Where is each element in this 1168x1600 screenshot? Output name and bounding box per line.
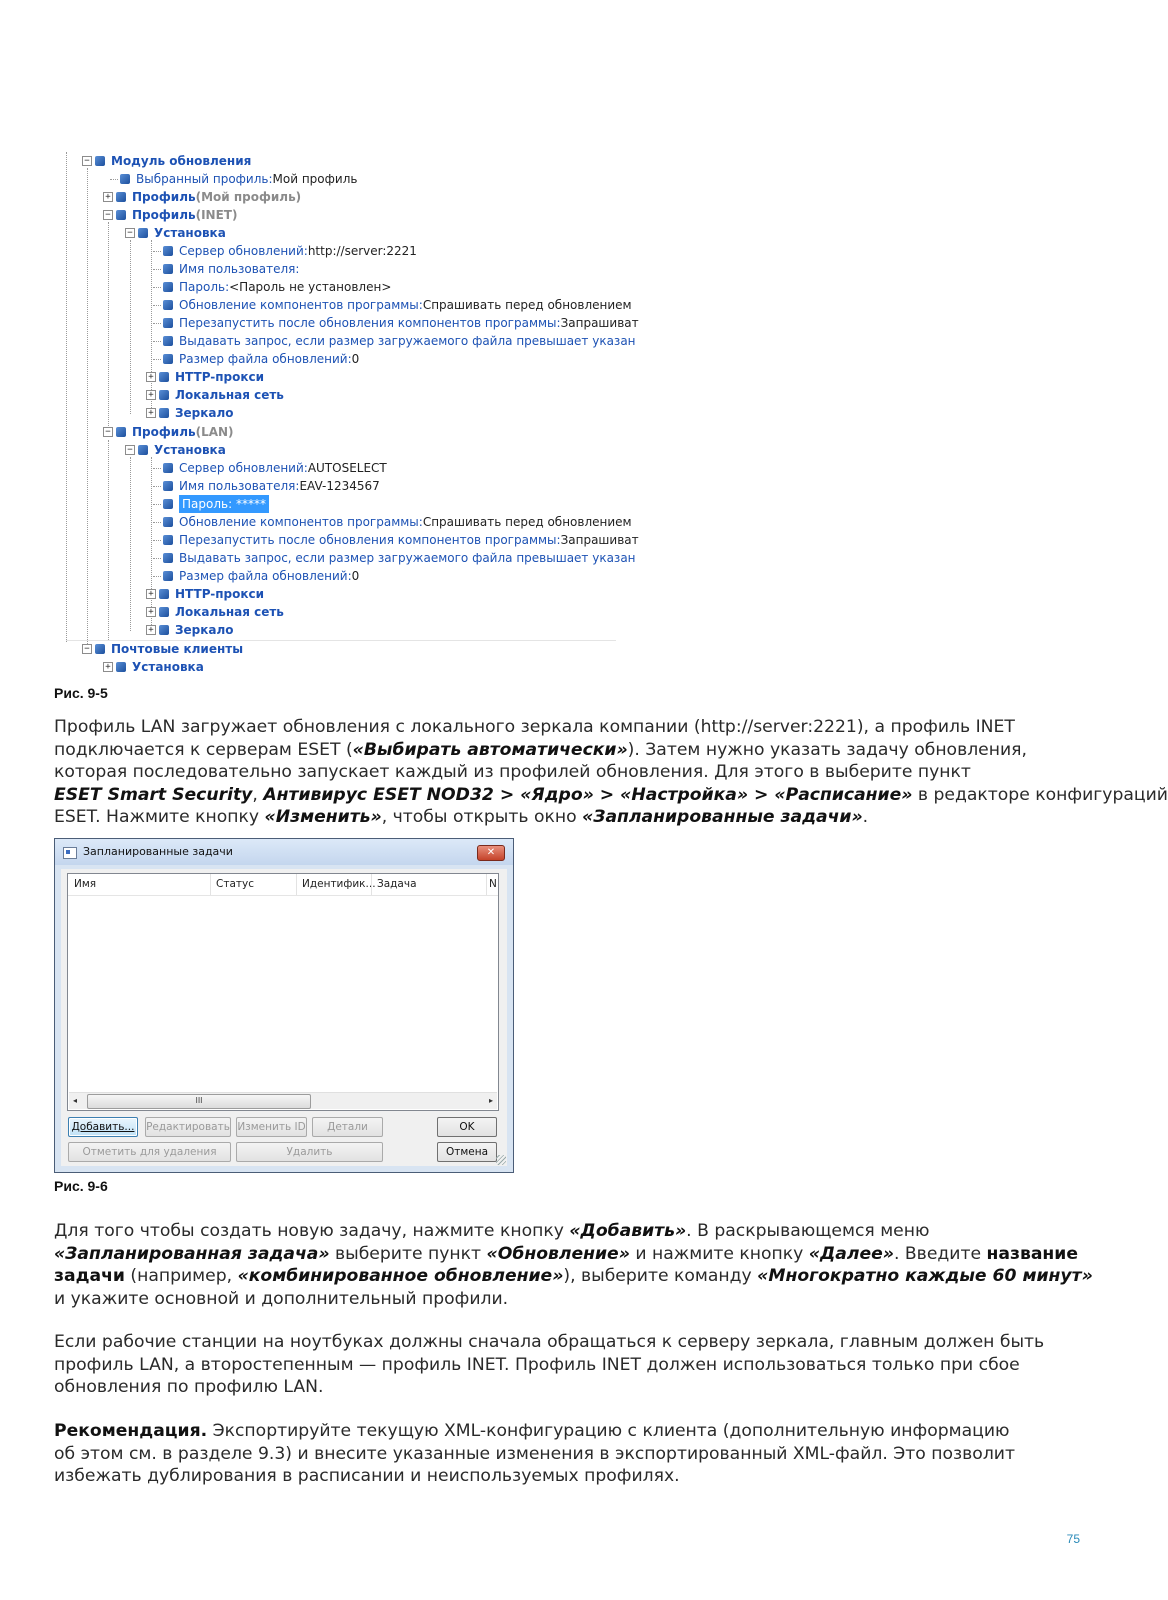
cancel-button[interactable]: Отмена bbox=[437, 1142, 497, 1162]
details-button[interactable]: Детали bbox=[312, 1117, 383, 1137]
tree-guide-line bbox=[66, 152, 67, 642]
tree-item-inet-username[interactable]: Имя пользователя: bbox=[153, 260, 299, 278]
tree-node-inet-setup[interactable]: − Установка bbox=[125, 224, 226, 242]
expand-icon[interactable]: + bbox=[103, 192, 113, 202]
tree-node-lan-setup[interactable]: − Установка bbox=[125, 441, 226, 459]
tree-node-profile-my[interactable]: + Профиль (Мой профиль) bbox=[103, 188, 301, 206]
column-header-truncated[interactable]: N bbox=[489, 878, 497, 890]
setting-node-icon bbox=[163, 354, 173, 364]
setting-node-icon bbox=[159, 589, 169, 599]
figure-caption: Рис. 9-5 bbox=[54, 685, 108, 701]
tree-node-profile-lan[interactable]: − Профиль (LAN) bbox=[103, 423, 234, 441]
tree-item-inet-restart[interactable]: Перезапустить после обновления компонентов программы: Запрашиват bbox=[153, 314, 639, 332]
setting-node-icon bbox=[116, 192, 126, 202]
tree-node-label: Модуль обновления bbox=[111, 154, 252, 168]
tasks-list[interactable] bbox=[67, 873, 499, 1111]
setting-node-icon bbox=[163, 481, 173, 491]
setting-node-icon bbox=[116, 662, 126, 672]
scroll-left-icon[interactable]: ◂ bbox=[73, 1096, 78, 1105]
scheduled-tasks-dialog bbox=[54, 838, 514, 1173]
tree-node-profile-inet[interactable]: − Профиль (INET) bbox=[103, 206, 237, 224]
tree-item-inet-size-prompt[interactable]: Выдавать запрос, если размер загружаемого файла превышает указан bbox=[153, 332, 636, 350]
expand-icon[interactable]: + bbox=[146, 607, 156, 617]
tree-node-selected-profile[interactable]: Выбранный профиль: Мой профиль bbox=[110, 170, 357, 188]
tree-item-lan-username[interactable]: Имя пользователя: EAV-1234567 bbox=[153, 477, 380, 495]
expand-icon[interactable]: + bbox=[146, 372, 156, 382]
tree-guide-line bbox=[87, 168, 88, 650]
tree-node-lan-local-network[interactable]: + Локальная сеть bbox=[146, 603, 284, 621]
recommendation-paragraph: Рекомендация. Экспортируйте текущую XML-конфигурацию с клиента (дополнительную информацию об этом см. в разделе 9.3) и внесите указанные изменения в экспортированный XML-файл. Это позволит избежать дублирования в расписании и неиспользуемых профилях. bbox=[54, 1421, 1015, 1486]
setting-node-icon bbox=[159, 625, 169, 635]
setting-node-icon bbox=[163, 336, 173, 346]
expand-icon[interactable]: + bbox=[146, 589, 156, 599]
scroll-right-icon[interactable]: ▸ bbox=[488, 1096, 493, 1105]
collapse-icon[interactable]: − bbox=[125, 445, 135, 455]
resize-grip-icon[interactable] bbox=[496, 1155, 506, 1165]
paragraph: Профиль LAN загружает обновления с локального зеркала компании (http://server:2221), а профиль INET подключается к серверам ESET («Выбирать автоматически»). Затем нужно указать задачу обновления, которая последовательно запускает каждый из профилей обновления. Для этого в выберите пункт ESET Smart Security, Антивирус ESET NOD32 > «Ядро» > «Настройка» > «Расписание» в редакторе конфигураций ESET. Нажмите кнопку «Изменить», чтобы открыть окно «Запланированные задачи». bbox=[54, 717, 1168, 827]
setting-node-icon bbox=[163, 246, 173, 256]
figure-caption: Рис. 9-6 bbox=[54, 1178, 108, 1194]
tree-node-update-module[interactable] bbox=[82, 152, 251, 170]
tree-guide-line bbox=[130, 240, 131, 414]
ok-button[interactable]: OK bbox=[437, 1117, 497, 1137]
collapse-icon[interactable]: − bbox=[103, 427, 113, 437]
paragraph: Если рабочие станции на ноутбуках должны сначала обращаться к серверу зеркала, главным должен быть профиль LAN, а второстепенным — профиль INET. Профиль INET должен использоваться только при сбое обновления по профилю LAN. bbox=[54, 1332, 1045, 1397]
collapse-icon[interactable]: − bbox=[103, 210, 113, 220]
tree-guide-line bbox=[108, 440, 109, 640]
tree-node-lan-http-proxy[interactable]: + HTTP-прокси bbox=[146, 585, 264, 603]
close-button[interactable]: ✕ bbox=[477, 845, 505, 861]
page-number: 75 bbox=[1066, 1532, 1080, 1546]
tree-item-lan-size-prompt[interactable]: Выдавать запрос, если размер загружаемого файла превышает указан bbox=[153, 549, 636, 567]
setting-node-icon bbox=[163, 463, 173, 473]
tree-guide-line bbox=[108, 222, 109, 434]
expand-icon[interactable]: + bbox=[146, 390, 156, 400]
setting-node-icon bbox=[138, 228, 148, 238]
tree-node-inet-mirror[interactable]: + Зеркало bbox=[146, 404, 234, 422]
setting-node-icon bbox=[163, 499, 173, 509]
horizontal-scrollbar[interactable] bbox=[69, 1092, 497, 1109]
tree-item-lan-update-server[interactable]: Сервер обновлений: AUTOSELECT bbox=[153, 459, 387, 477]
tree-node-lan-mirror[interactable]: + Зеркало bbox=[146, 621, 234, 639]
add-button[interactable]: Добавить... bbox=[68, 1117, 138, 1137]
setting-node-icon bbox=[163, 553, 173, 563]
setting-node-icon bbox=[138, 445, 148, 455]
column-header-status[interactable]: Статус bbox=[216, 878, 254, 890]
setting-node-icon bbox=[163, 571, 173, 581]
tree-item-lan-restart[interactable]: Перезапустить после обновления компонентов программы: Запрашиват bbox=[153, 531, 639, 549]
tree-node-mail-clients[interactable]: − Почтовые клиенты bbox=[82, 640, 243, 658]
setting-node-icon bbox=[163, 282, 173, 292]
expand-icon[interactable]: + bbox=[146, 625, 156, 635]
column-header-task[interactable]: Задача bbox=[377, 878, 417, 890]
tree-item-inet-password[interactable]: Пароль: <Пароль не установлен> bbox=[153, 278, 391, 296]
setting-node-icon bbox=[159, 372, 169, 382]
setting-node-icon bbox=[95, 644, 105, 654]
dialog-title: Запланированные задачи bbox=[83, 845, 233, 858]
expand-icon[interactable]: + bbox=[103, 662, 113, 672]
tree-item-inet-component-update[interactable]: Обновление компонентов программы: Спрашивать перед обновлением bbox=[153, 296, 632, 314]
dialog-titlebar[interactable] bbox=[55, 839, 513, 865]
tree-item-lan-component-update[interactable]: Обновление компонентов программы: Спрашивать перед обновлением bbox=[153, 513, 632, 531]
collapse-icon[interactable]: − bbox=[82, 156, 92, 166]
setting-node-icon bbox=[95, 156, 105, 166]
scroll-thumb[interactable]: III bbox=[87, 1094, 311, 1109]
tree-item-lan-password[interactable] bbox=[153, 495, 269, 513]
setting-node-icon bbox=[163, 517, 173, 527]
setting-node-icon bbox=[163, 535, 173, 545]
tree-item-inet-file-size[interactable]: Размер файла обновлений: 0 bbox=[153, 350, 359, 368]
mark-for-deletion-button[interactable]: Отметить для удаления bbox=[68, 1142, 231, 1162]
paragraph: Для того чтобы создать новую задачу, нажмите кнопку «Добавить». В раскрывающемся меню «Запланированная задача» выберите пункт «Обновление» и нажмите кнопку «Далее». Введите название задачи (например, «комбинированное обновление»), выберите команду «Многократно каждые 60 минут» и укажите основной и дополнительный профили. bbox=[54, 1221, 1093, 1309]
setting-node-icon bbox=[159, 607, 169, 617]
setting-node-icon bbox=[120, 174, 130, 184]
tree-node-inet-local-network[interactable]: + Локальная сеть bbox=[146, 386, 284, 404]
tree-item-lan-file-size[interactable]: Размер файла обновлений: 0 bbox=[153, 567, 359, 585]
setting-node-icon bbox=[159, 408, 169, 418]
selected-item-highlight: Пароль: ***** bbox=[179, 495, 269, 513]
edit-button[interactable]: Редактировать bbox=[145, 1117, 231, 1137]
tree-guide-line bbox=[130, 457, 131, 631]
dialog-client-area bbox=[61, 869, 507, 1166]
window-icon bbox=[63, 847, 77, 859]
tree-node-mail-setup[interactable]: + Установка bbox=[103, 658, 204, 676]
collapse-icon[interactable]: − bbox=[125, 228, 135, 238]
change-id-button[interactable]: Изменить ID bbox=[236, 1117, 307, 1137]
setting-node-icon bbox=[116, 427, 126, 437]
delete-button[interactable]: Удалить bbox=[236, 1142, 383, 1162]
tree-item-inet-update-server[interactable]: Сервер обновлений: http://server:2221 bbox=[153, 242, 417, 260]
setting-node-icon bbox=[163, 264, 173, 274]
setting-node-icon bbox=[163, 318, 173, 328]
column-header-id[interactable]: Идентифик... bbox=[302, 878, 376, 890]
setting-node-icon bbox=[163, 300, 173, 310]
collapse-icon[interactable]: − bbox=[82, 644, 92, 654]
expand-icon[interactable]: + bbox=[146, 408, 156, 418]
setting-node-icon bbox=[116, 210, 126, 220]
list-header bbox=[68, 874, 498, 896]
setting-node-icon bbox=[159, 390, 169, 400]
column-header-name[interactable]: Имя bbox=[74, 878, 97, 890]
tree-node-inet-http-proxy[interactable]: + HTTP-прокси bbox=[146, 368, 264, 386]
